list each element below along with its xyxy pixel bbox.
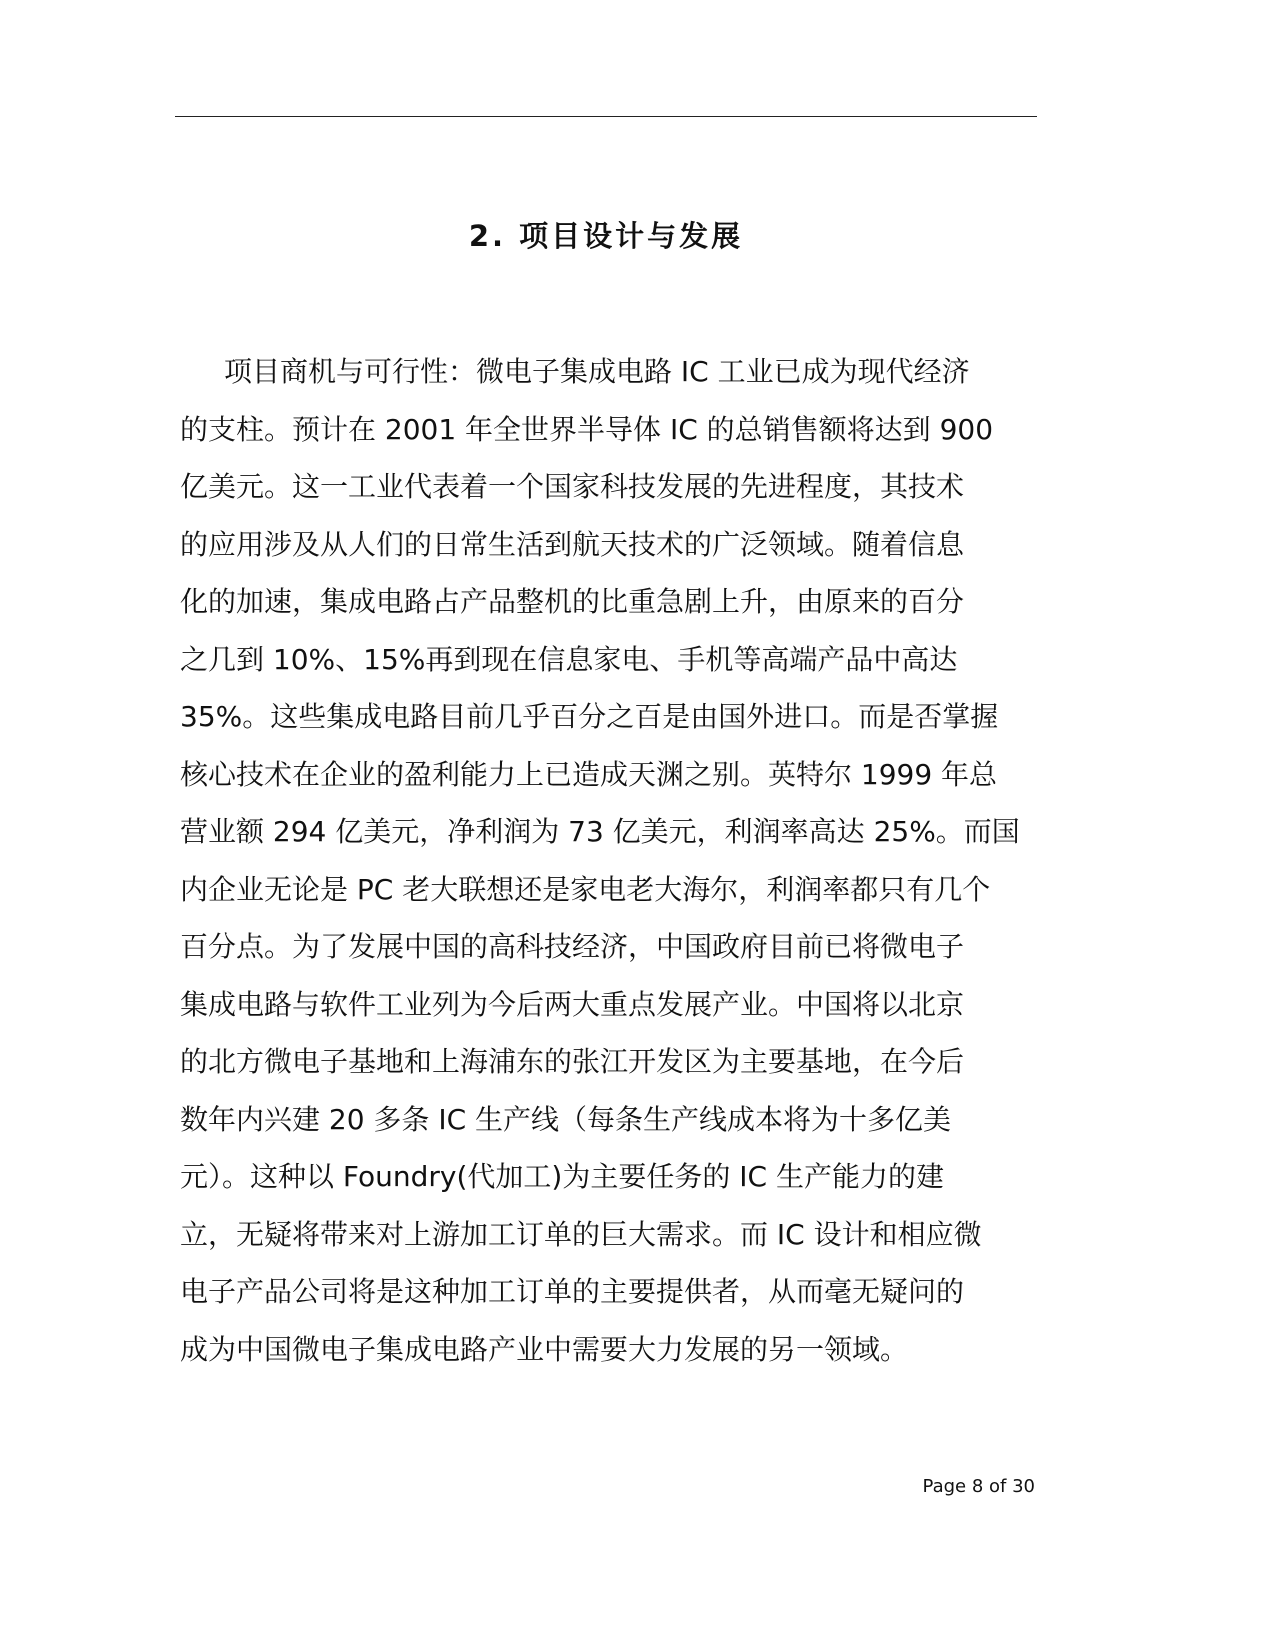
paragraph-line: 35%。这些集成电路目前几乎百分之百是由国外进口。而是否掌握 bbox=[180, 700, 999, 733]
paragraph-line: 电子产品公司将是这种加工订单的主要提供者，从而毫无疑问的 bbox=[180, 1275, 965, 1308]
body-paragraph bbox=[180, 343, 1030, 1378]
paragraph-line: 内企业无论是 PC 老大联想还是家电老大海尔，利润率都只有几个 bbox=[180, 872, 991, 906]
paragraph-line: 成为中国微电子集成电路产业中需要大力发展的另一领域。 bbox=[180, 1332, 909, 1366]
paragraph-line: 核心技术在企业的盈利能力上已造成天渊之别。英特尔 1999 年总 bbox=[180, 757, 998, 791]
paragraph-line: 的应用涉及从人们的日常生活到航天技术的广泛领域。随着信息 bbox=[180, 527, 965, 561]
paragraph-line: 的北方微电子基地和上海浦东的张江开发区为主要基地，在今后 bbox=[180, 1045, 965, 1078]
paragraph-line: 营业额 294 亿美元，净利润为 73 亿美元，利润率高达 25%。而国 bbox=[180, 815, 1020, 848]
paragraph-line: 元）。这种以 Foundry(代加工)为主要任务的 IC 生产能力的建 bbox=[180, 1160, 944, 1193]
paragraph-line: 立，无疑将带来对上游加工订单的巨大需求。而 IC 设计和相应微 bbox=[180, 1217, 982, 1251]
paragraph-line: 百分点。为了发展中国的高科技经济，中国政府目前已将微电子 bbox=[180, 930, 965, 963]
paragraph-line: 化的加速，集成电路占产品整机的比重急剧上升，由原来的百分 bbox=[180, 585, 965, 618]
header-rule bbox=[175, 116, 1037, 117]
paragraph-line: 亿美元。这一工业代表着一个国家科技发展的先进程度，其技术 bbox=[180, 470, 965, 503]
paragraph-line: 集成电路与软件工业列为今后两大重点发展产业。中国将以北京 bbox=[180, 987, 965, 1021]
paragraph-line: 之几到 10%、15%再到现在信息家电、手机等高端产品中高达 bbox=[180, 642, 958, 676]
paragraph-line: 的支柱。预计在 2001 年全世界半导体 IC 的总销售额将达到 900 bbox=[180, 412, 994, 446]
paragraph-line: 数年内兴建 20 多条 IC 生产线（每条生产线成本将为十多亿美 bbox=[180, 1102, 952, 1136]
page-number: Page 8 of 30 bbox=[922, 1476, 1035, 1497]
section-title: 2. 项目设计与发展 bbox=[468, 219, 744, 253]
paragraph-line: 项目商机与可行性：微电子集成电路 IC 工业已成为现代经济 bbox=[224, 355, 970, 388]
